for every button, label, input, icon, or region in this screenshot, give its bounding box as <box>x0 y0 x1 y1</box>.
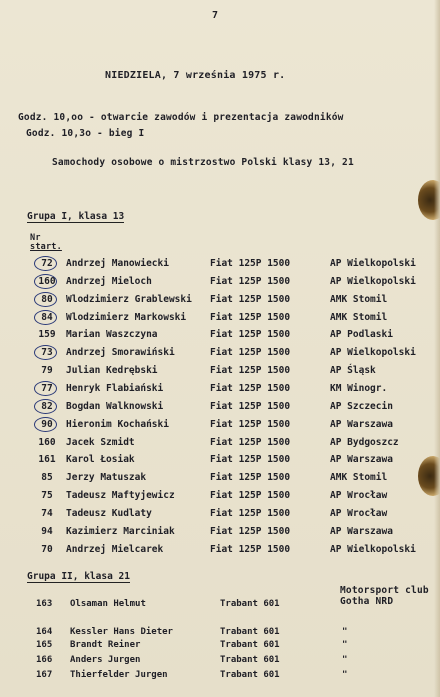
table-row <box>0 470 440 486</box>
car-model: Fiat 125P 1500 <box>210 329 291 341</box>
driver-name: Tadeusz Kudlaty <box>66 507 152 519</box>
club-name: AP Warszawa <box>330 525 393 537</box>
start-number: 90 <box>41 418 53 430</box>
start-number: 167 <box>36 670 53 680</box>
car-model: Trabant 601 <box>220 599 280 609</box>
start-number: 94 <box>41 525 53 537</box>
car-model: Fiat 125P 1500 <box>210 507 291 519</box>
group1-title: Grupa I, klasa 13 <box>27 211 125 222</box>
table-row <box>0 452 440 468</box>
driver-name: Marian Waszczyna <box>66 329 158 341</box>
start-number: 75 <box>41 490 53 502</box>
start-number: 74 <box>41 507 53 519</box>
table-row <box>0 668 440 684</box>
page-edge-shadow <box>434 0 440 697</box>
club-name: AP Wrocław <box>330 507 388 519</box>
table-row <box>0 653 440 669</box>
club-name: AMK Stomil <box>330 311 388 323</box>
driver-name: Jacek Szmidt <box>66 436 135 448</box>
club-name: " <box>342 627 348 637</box>
group2-club-line2: Gotha NRD <box>340 596 394 607</box>
start-number-label: Nr <box>30 233 41 243</box>
start-number: 166 <box>36 655 53 665</box>
table-row <box>0 327 440 343</box>
driver-name: Andrzej Mieloch <box>66 275 152 287</box>
start-number: 159 <box>38 329 56 341</box>
group2-title: Grupa II, klasa 21 <box>27 571 130 582</box>
start-number-sublabel: start. <box>30 242 62 252</box>
start-number: 80 <box>41 293 53 305</box>
car-model: Trabant 601 <box>220 655 280 665</box>
start-number: 160 <box>38 275 56 287</box>
driver-name: Julian Kedrębski <box>66 365 158 377</box>
club-name: AP Bydgoszcz <box>330 436 399 448</box>
championship-title: Samochody osobowe o mistrzostwo Polski klasy 13, 21 <box>52 157 354 168</box>
car-model: Fiat 125P 1500 <box>210 525 291 537</box>
table-row <box>0 417 440 433</box>
club-name: AP Podlaski <box>330 329 393 341</box>
table-row <box>0 399 440 415</box>
car-model: Fiat 125P 1500 <box>210 365 291 377</box>
start-number: 85 <box>41 472 53 484</box>
club-name: AP Śląsk <box>330 365 376 377</box>
start-number: 160 <box>38 436 56 448</box>
start-number: 163 <box>36 599 53 609</box>
club-name: AP Wielkopolski <box>330 258 416 269</box>
club-name: AMK Stomil <box>330 293 388 305</box>
club-name: KM Winogr. <box>330 382 388 394</box>
group2-club-line1: Motorsport club <box>340 585 429 596</box>
club-name: AP Wrocław <box>330 490 388 502</box>
driver-name: Hieronim Kochański <box>66 418 169 430</box>
table-row <box>0 435 440 451</box>
club-name: " <box>342 670 348 680</box>
car-model: Fiat 125P 1500 <box>210 258 291 269</box>
car-model: Fiat 125P 1500 <box>210 436 291 448</box>
driver-name: Brandt Reiner <box>70 640 141 650</box>
driver-name: Karol Łosiak <box>66 454 135 466</box>
start-number: 161 <box>38 454 56 466</box>
table-row <box>0 292 440 308</box>
car-model: Fiat 125P 1500 <box>210 275 291 287</box>
table-row <box>0 274 440 290</box>
driver-name: Olsaman Helmut <box>70 599 146 609</box>
driver-name: Kessler Hans Dieter <box>70 627 173 637</box>
club-name: AMK Stomil <box>330 472 388 484</box>
club-name: AP Warszawa <box>330 418 393 430</box>
car-model: Fiat 125P 1500 <box>210 454 291 466</box>
driver-name: Wlodzimierz Grablewski <box>66 293 192 305</box>
car-model: Fiat 125P 1500 <box>210 382 291 394</box>
schedule-line-race: Godz. 10,3o - bieg I <box>26 128 145 139</box>
table-row <box>0 597 440 613</box>
event-date-heading: NIEDZIELA, 7 września 1975 r. <box>105 70 286 81</box>
start-number: 70 <box>41 543 53 555</box>
car-model: Fiat 125P 1500 <box>210 418 291 430</box>
page-number: 7 <box>212 10 219 21</box>
car-model: Fiat 125P 1500 <box>210 311 291 323</box>
car-model: Fiat 125P 1500 <box>210 543 291 555</box>
start-number: 77 <box>41 382 53 394</box>
driver-name: Anders Jurgen <box>70 655 141 665</box>
driver-name: Kazimierz Marciniak <box>66 525 175 537</box>
car-model: Fiat 125P 1500 <box>210 400 291 412</box>
driver-name: Henryk Flabiański <box>66 382 164 394</box>
club-name: AP Wielkopolski <box>330 275 416 287</box>
car-model: Trabant 601 <box>220 670 280 680</box>
table-row <box>0 363 440 379</box>
car-model: Fiat 125P 1500 <box>210 472 291 484</box>
start-number: 164 <box>36 627 53 637</box>
start-number: 84 <box>41 311 53 323</box>
driver-name: Tadeusz Maftyjewicz <box>66 490 175 502</box>
club-name: AP Wielkopolski <box>330 347 416 359</box>
car-model: Fiat 125P 1500 <box>210 293 291 305</box>
table-row <box>0 506 440 522</box>
start-number: 72 <box>41 258 53 269</box>
driver-name: Andrzej Smorawiński <box>66 347 175 359</box>
club-name: AP Szczecin <box>330 400 393 412</box>
driver-name: Thierfelder Jurgen <box>70 670 168 680</box>
club-name: " <box>342 655 348 665</box>
club-name: " <box>342 640 348 650</box>
table-row <box>0 381 440 397</box>
club-name: AP Wielkopolski <box>330 543 416 555</box>
start-number: 165 <box>36 640 53 650</box>
car-model: Fiat 125P 1500 <box>210 490 291 502</box>
driver-name: Bogdan Walknowski <box>66 400 164 412</box>
table-row <box>0 524 440 540</box>
driver-name: Wlodzimierz Markowski <box>66 311 187 323</box>
club-name: AP Warszawa <box>330 454 393 466</box>
driver-name: Andrzej Manowiecki <box>66 258 169 269</box>
start-number: 79 <box>41 365 53 377</box>
car-model: Trabant 601 <box>220 627 280 637</box>
table-row <box>0 542 440 558</box>
driver-name: Andrzej Mielcarek <box>66 543 164 555</box>
table-row <box>0 256 440 272</box>
car-model: Fiat 125P 1500 <box>210 347 291 359</box>
start-number: 73 <box>41 347 53 359</box>
driver-name: Jerzy Matuszak <box>66 472 147 484</box>
table-row <box>0 310 440 326</box>
schedule-line-opening: Godz. 10,oo - otwarcie zawodów i prezentacja zawodników <box>18 112 344 123</box>
start-number: 82 <box>41 400 53 412</box>
table-row <box>0 488 440 504</box>
table-row <box>0 345 440 361</box>
table-row <box>0 638 440 654</box>
car-model: Trabant 601 <box>220 640 280 650</box>
